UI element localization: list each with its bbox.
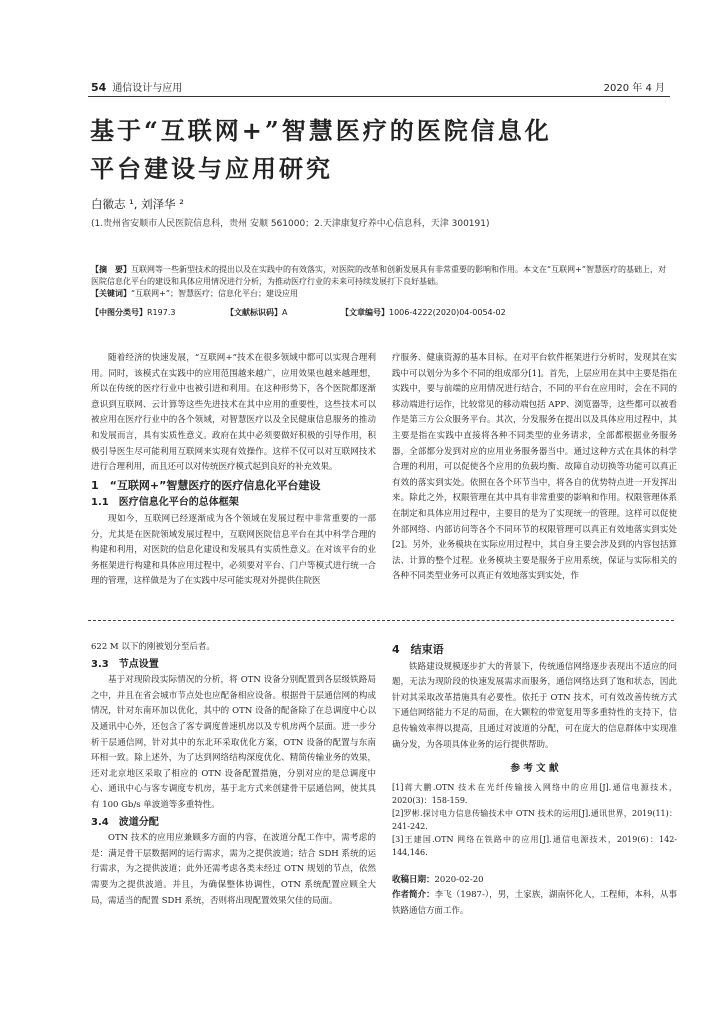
page-number: 54 [91, 81, 107, 94]
references-list [392, 781, 677, 859]
page-separator [88, 620, 674, 621]
received-date: 2020-02-20 [434, 874, 484, 885]
section-3-4-heading: 3.4 波道分配 [91, 816, 159, 828]
author-bio: 李飞（1987-），男，土家族，湖南怀化人，工程师，本科，从事铁路通信方面工作。 [392, 890, 677, 916]
article-title [90, 112, 670, 188]
running-header-left [91, 79, 182, 94]
authors: 白徽志 ¹, 刘泽华 ² [91, 197, 184, 211]
bio-label: 作者简介： [392, 890, 435, 901]
reference-item: [1]蒋大鹏.OTN 技术在光纤传输接入网络中的应用[J].通信电源技术，2020(3)：158-159. [392, 782, 677, 805]
issue-date: 2020 年 4 月 [603, 83, 665, 94]
conclusion-paragraph: 铁路建设规模逐步扩大的背景下，传统通信网络逐步表现出不适应的问题，无法为现阶段的快速发展需求而服务，通信网络达到了饱和状态，因此针对其采取改革措施具有必要性。依托于 OTN 技术，可有效改善传统方式下通信网络能力不足的局面，在大颗粒的带宽复用等多重特性的支持下，信息传输效率得以提高，且通过对波道的分配，可在庞大的信息群体中实现准确分发，为各项具体业务的运行提供帮助。 [392, 661, 677, 750]
abstract-label: 【摘 要】 [91, 265, 131, 274]
title-line-1: 基于“互联网+”智慧医疗的医院信息化 [90, 116, 552, 145]
article-meta [392, 873, 677, 920]
continued-text: 622 M 以下的刚被划分至后者。 [91, 642, 215, 652]
keywords: “互联网+”；智慧医疗；信息化平台；建设应用 [131, 289, 298, 298]
header-rule [88, 96, 670, 97]
column-2 [392, 351, 677, 585]
reference-item: [2]罗彬.探讨电力信息传输技术中 OTN 技术的运用[J].通讯世界，2019(11)：241-242. [392, 808, 677, 831]
references-title: 参 考 文 献 [510, 763, 559, 775]
abstract-text: 互联网等一些新型技术的提出以及在实践中的有效落实，对医院的改革和创新发展具有非常重要的影响和作用。本文在“互联网+”智慧医疗的基础上，对医院信息化平台的建设和具体应用情况进行分析，为推动医疗行业的未来可持续发展打下良好基础。 [91, 265, 666, 286]
received-label: 收稿日期： [392, 874, 435, 885]
doc-code: A [282, 308, 288, 317]
title-line-2: 平台建设与应用研究 [90, 154, 333, 183]
reference-item: [3]王建国.OTN 网络在铁路中的应用[J].通信电源技术，2019(6)：142-144,146. [392, 834, 677, 857]
section-1-heading: 1 “互联网+”智慧医疗的医疗信息化平台建设 [91, 478, 321, 492]
keywords-label: 【关键词】 [91, 289, 131, 298]
column-1 [91, 351, 376, 590]
affiliations: (1.贵州省安顺市人民医院信息科，贵州 安顺 561000；2.天津康复疗养中心信息科，天津 300191) [91, 219, 490, 229]
journal-name: 通信设计与应用 [112, 83, 183, 94]
section-3-3-heading: 3.3 节点设置 [91, 658, 159, 670]
column-3 [91, 640, 376, 909]
article-label: 【文章编号】 [341, 308, 389, 317]
doc-label: 【文献标识码】 [226, 308, 282, 317]
section-3-4-paragraph: OTN 技术的应用应兼顾多方面的内容，在波道分配工作中，需考虑的是：满足骨干层数据网的运行需求，需为之提供波道；结合 SDH 系统的运行需求，为之提供波道；此外还需考虑各类未经过 OTN 规划的节点，依然需要为之提供波道。并且，为确保整体协调性，OTN 系统配置应顾全大局，需适当的配置 SDH 系统，否则将出现配置效果欠佳的局面。 [91, 833, 376, 906]
clc-code: R197.3 [147, 308, 176, 317]
intro-paragraph: 随着经济的快速发展，“互联网+”技术在很多领域中都可以实现合理利用。同时，该模式在实践中的应用范围越来越广，应用效果也越来越理想，所以在传统的医疗行业中也被引进和利用。在这种形势下，各个医院都逐渐意识到互联网、云计算等这些先进技术在其中应用的重要性，这些技术可以被应用在医疗行业中的各个领域，对智慧医疗以及全民健康信息服务的推动和发展而言，具有实质性意义。政府在其中必须要做好积极的引导作用，积极引导医生尽可能利用互联网来实现有效操作。这样不仅可以对互联网技术进行合理利用，而且还可以对传统医疗模式起到良好的补充效果。 [91, 353, 376, 473]
article-number: 1006-4222(2020)04-0054-02 [389, 308, 506, 317]
abstract-block [91, 264, 669, 300]
clc-label: 【中图分类号】 [91, 308, 147, 317]
section-4-heading: 4 结束语 [392, 643, 444, 656]
section-1-1-paragraph: 现如今，互联网已经逐渐成为各个领域在发展过程中非常重要的一部分，尤其是在医院领域发展过程中，互联网医院信息平台在其中科学合理的构建和利用，对医院的信息化建设和发展具有实质性意义。在对该平台的业务框架进行构建和具体应用过程中，必须要对平台、门户等模式进行统一合理的管理，这样做是为了在实践中尽可能实现对外提供住院医 [91, 513, 376, 587]
section-3-3-paragraph: 基于对现阶段实际情况的分析，将 OTN 设备分别配置到各层级铁路局之中，并且在省会城市节点处也应配备相应设备。根据骨干层通信网的构成情况，针对东南环加以优化，其中的 OTN 设备的配备除了在总调度中心以及通讯中心外，还包含了客专调度普速机房以及专机房两个层面。进一步分析干层通信网，针对其中的东北环采取优化方案，OTN 设备的配置与东南环相一致。除上述外，为了达到网络结构深度优化、精简传输业务的效果，还对北京地区采取了相应的 OTN 设备配置措施，分别对应的是总调度中心、通讯中心与客专调度专机房，基于北方式来创建骨干层通信网，使其具有 100 Gb/s 单波道等多重特性。 [91, 675, 376, 810]
classification-row [91, 307, 669, 318]
section-1-1-heading: 1.1 医疗信息化平台的总体框架 [91, 497, 239, 509]
column-2-paragraph: 疗服务、健康资源的基本目标。在对平台软件框架进行分析时，发现其在实践中可以划分为多个不同的组成部分[1]。首先，上层应用在其中主要是指在实践中，要与前端的应用情况进行结合，不同的平台在应用时，会在不同的移动端进行运作，比较常见的移动端包括 APP、浏览器等，这些都可以被看作是第三方公众服务平台。其次，分发服务在提出以及具体应用过程中，其主要是指在实践中直接将各种不同类型的业务请求，全部都根据业务服务器，全部都分发到对应的应用业务服务器当中。通过这种方式在具体的科学合理的利用，可以促使各个应用的负载均衡、故障自动切换等功能可以真正有效的落实到实处。依照在各个环节当中，将各自的优势特点进一开发挥出来。除此之外，权限管理在其中具有非常重要的影响和作用。权限管理体系在制定和具体应用过程中，主要目的是为了实现统一的管理。这样可以促使外部网络、内部访问等各个不同环节的权限管理可以真正有效地落实到实处[2]。另外，业务模块在实际应用过程中，其自身主要会涉及到的内容包括算法、计算的整个过程。业务模块主要是服务于应用系统，保证与实际相关的各种不同类型业务可以真正有效地落实到实处，作 [392, 353, 677, 582]
column-4 [392, 640, 677, 920]
